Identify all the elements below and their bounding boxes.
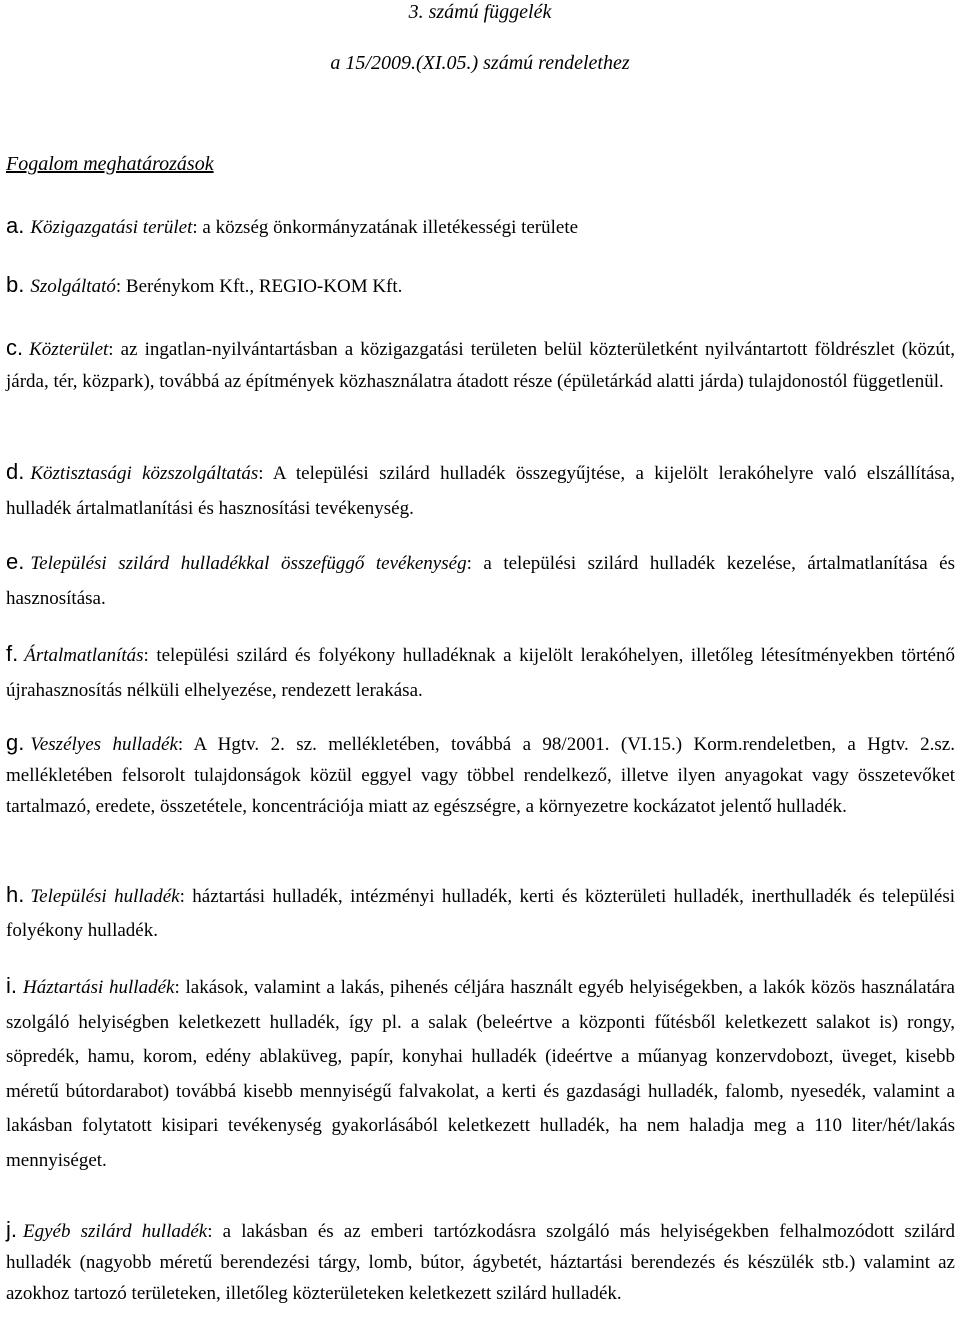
definition-j [6, 1214, 955, 1309]
item-term: Háztartási hulladék [23, 977, 175, 998]
definition-h [6, 878, 955, 948]
item-letter: g. [6, 730, 25, 755]
item-letter: b. [6, 272, 25, 297]
definition-f [6, 636, 955, 708]
item-letter: f. [6, 641, 19, 666]
appendix-title: 3. számú függelék [408, 1, 552, 23]
item-text: : háztartási hulladék, intézményi hulladék, kerti és közterületi hulladék, inerthulladék és települési folyékony hulladék. [6, 886, 955, 941]
item-letter: a. [6, 213, 25, 238]
item-text: : a települési szilárd hulladék kezelése, ártalmatlanítása és hasznosítása. [6, 553, 956, 609]
item-text: : a lakásban és az emberi tartózkodásra szolgáló más helyiségekben felhalmozódott szilárd hulladék (nagyobb méretű berendezési tárgy, lomb, bútor, ágybetét, háztartási berendezés és készülék stb.) valamint az azokhoz tartozó területeken, illetőleg közterületeken keletkezett szilárd hulladék. [6, 1221, 955, 1304]
definition-g [6, 727, 955, 822]
item-term: Települési szilárd hulladékkal összefüggő tevékenység [30, 553, 467, 574]
item-letter: h. [6, 882, 25, 907]
item-letter: j. [6, 1217, 17, 1242]
decree-reference: a 15/2009.(XI.05.) számú rendelethez [330, 52, 630, 74]
item-term: Közterület [29, 339, 109, 360]
item-term: Veszélyes hulladék [30, 734, 178, 755]
definition-c [6, 332, 955, 398]
item-letter: c. [6, 335, 24, 360]
definition-e [6, 544, 955, 616]
item-term: Szolgáltató [30, 276, 116, 297]
item-letter: i. [6, 973, 17, 998]
definition-a [6, 210, 955, 244]
item-term: Ártalmatlanítás [24, 645, 144, 666]
item-text: : lakások, valamint a lakás, pihenés céljára használt egyéb helyiségekben, a lakók közös használatára szolgáló helyiségben keletkezett hulladék, így pl. a salak (beleértve a központi fűtésből keletkezett salakot is) rongy, söpredék, hamu, korom, edény ablaküveg, papír, konyhai hulladék (ideértve a műanyag konzervdobozt, üveget, kisebb méretű bútordarabot) továbbá kisebb mennyiségű falvakolat, a kerti és gazdasági hulladék, falomb, nyesedék, valamint a lakásban folytatott kisipari tevékenység gyakorlásából keletkezett hulladék, ha nem haladja meg a 110 liter/hét/lakás mennyiséget. [6, 977, 955, 1171]
item-text: : Berénykom Kft., REGIO-KOM Kft. [115, 276, 403, 297]
item-term: Egyéb szilárd hulladék [23, 1221, 208, 1242]
item-letter: e. [6, 549, 25, 574]
definition-b [6, 269, 955, 303]
definition-d [6, 454, 955, 526]
item-term: Közigazgatási terület [30, 217, 193, 238]
item-text: : A települési szilárd hulladék összegyűjtése, a kijelölt lerakóhelyre való elszállítása, hulladék ártalmatlanítási és hasznosítási tevékenység. [6, 463, 955, 519]
item-text: : A Hgtv. 2. sz. mellékletében, továbbá a 98/2001. (VI.15.) Korm.rendeletben, a Hgtv. 2.sz. mellékletében felsorolt tulajdonságok közül eggyel vagy többel rendelkező, illetve ilyen anyagokat vagy összetevőket tartalmazó, eredete, összetétele, koncentrációja miatt az egészségre, a környezetre kockázatot jelentő hulladék. [6, 734, 955, 817]
item-term: Települési hulladék [30, 886, 180, 907]
item-letter: d. [6, 459, 25, 484]
section-title: Fogalom meghatározások [6, 153, 214, 175]
item-text: : települési szilárd és folyékony hulladéknak a kijelölt lerakóhelyen, illetőleg létesítményekben történő újrahasznosítás nélküli elhelyezése, rendezett lerakása. [6, 645, 955, 701]
item-term: Köztisztasági közszolgáltatás [30, 463, 259, 484]
item-text: : az ingatlan-nyilvántartásban a közigazgatási területen belül közterületként nyilvántartott földrészlet (közút, járda, tér, közpark), továbbá az építmények közhasználatra átadott része (épületárkád alatti járda) tulajdonostól függetlenül. [6, 339, 955, 392]
definition-i [6, 969, 955, 1178]
item-text: : a község önkormányzatának illetékességi területe [192, 217, 579, 238]
